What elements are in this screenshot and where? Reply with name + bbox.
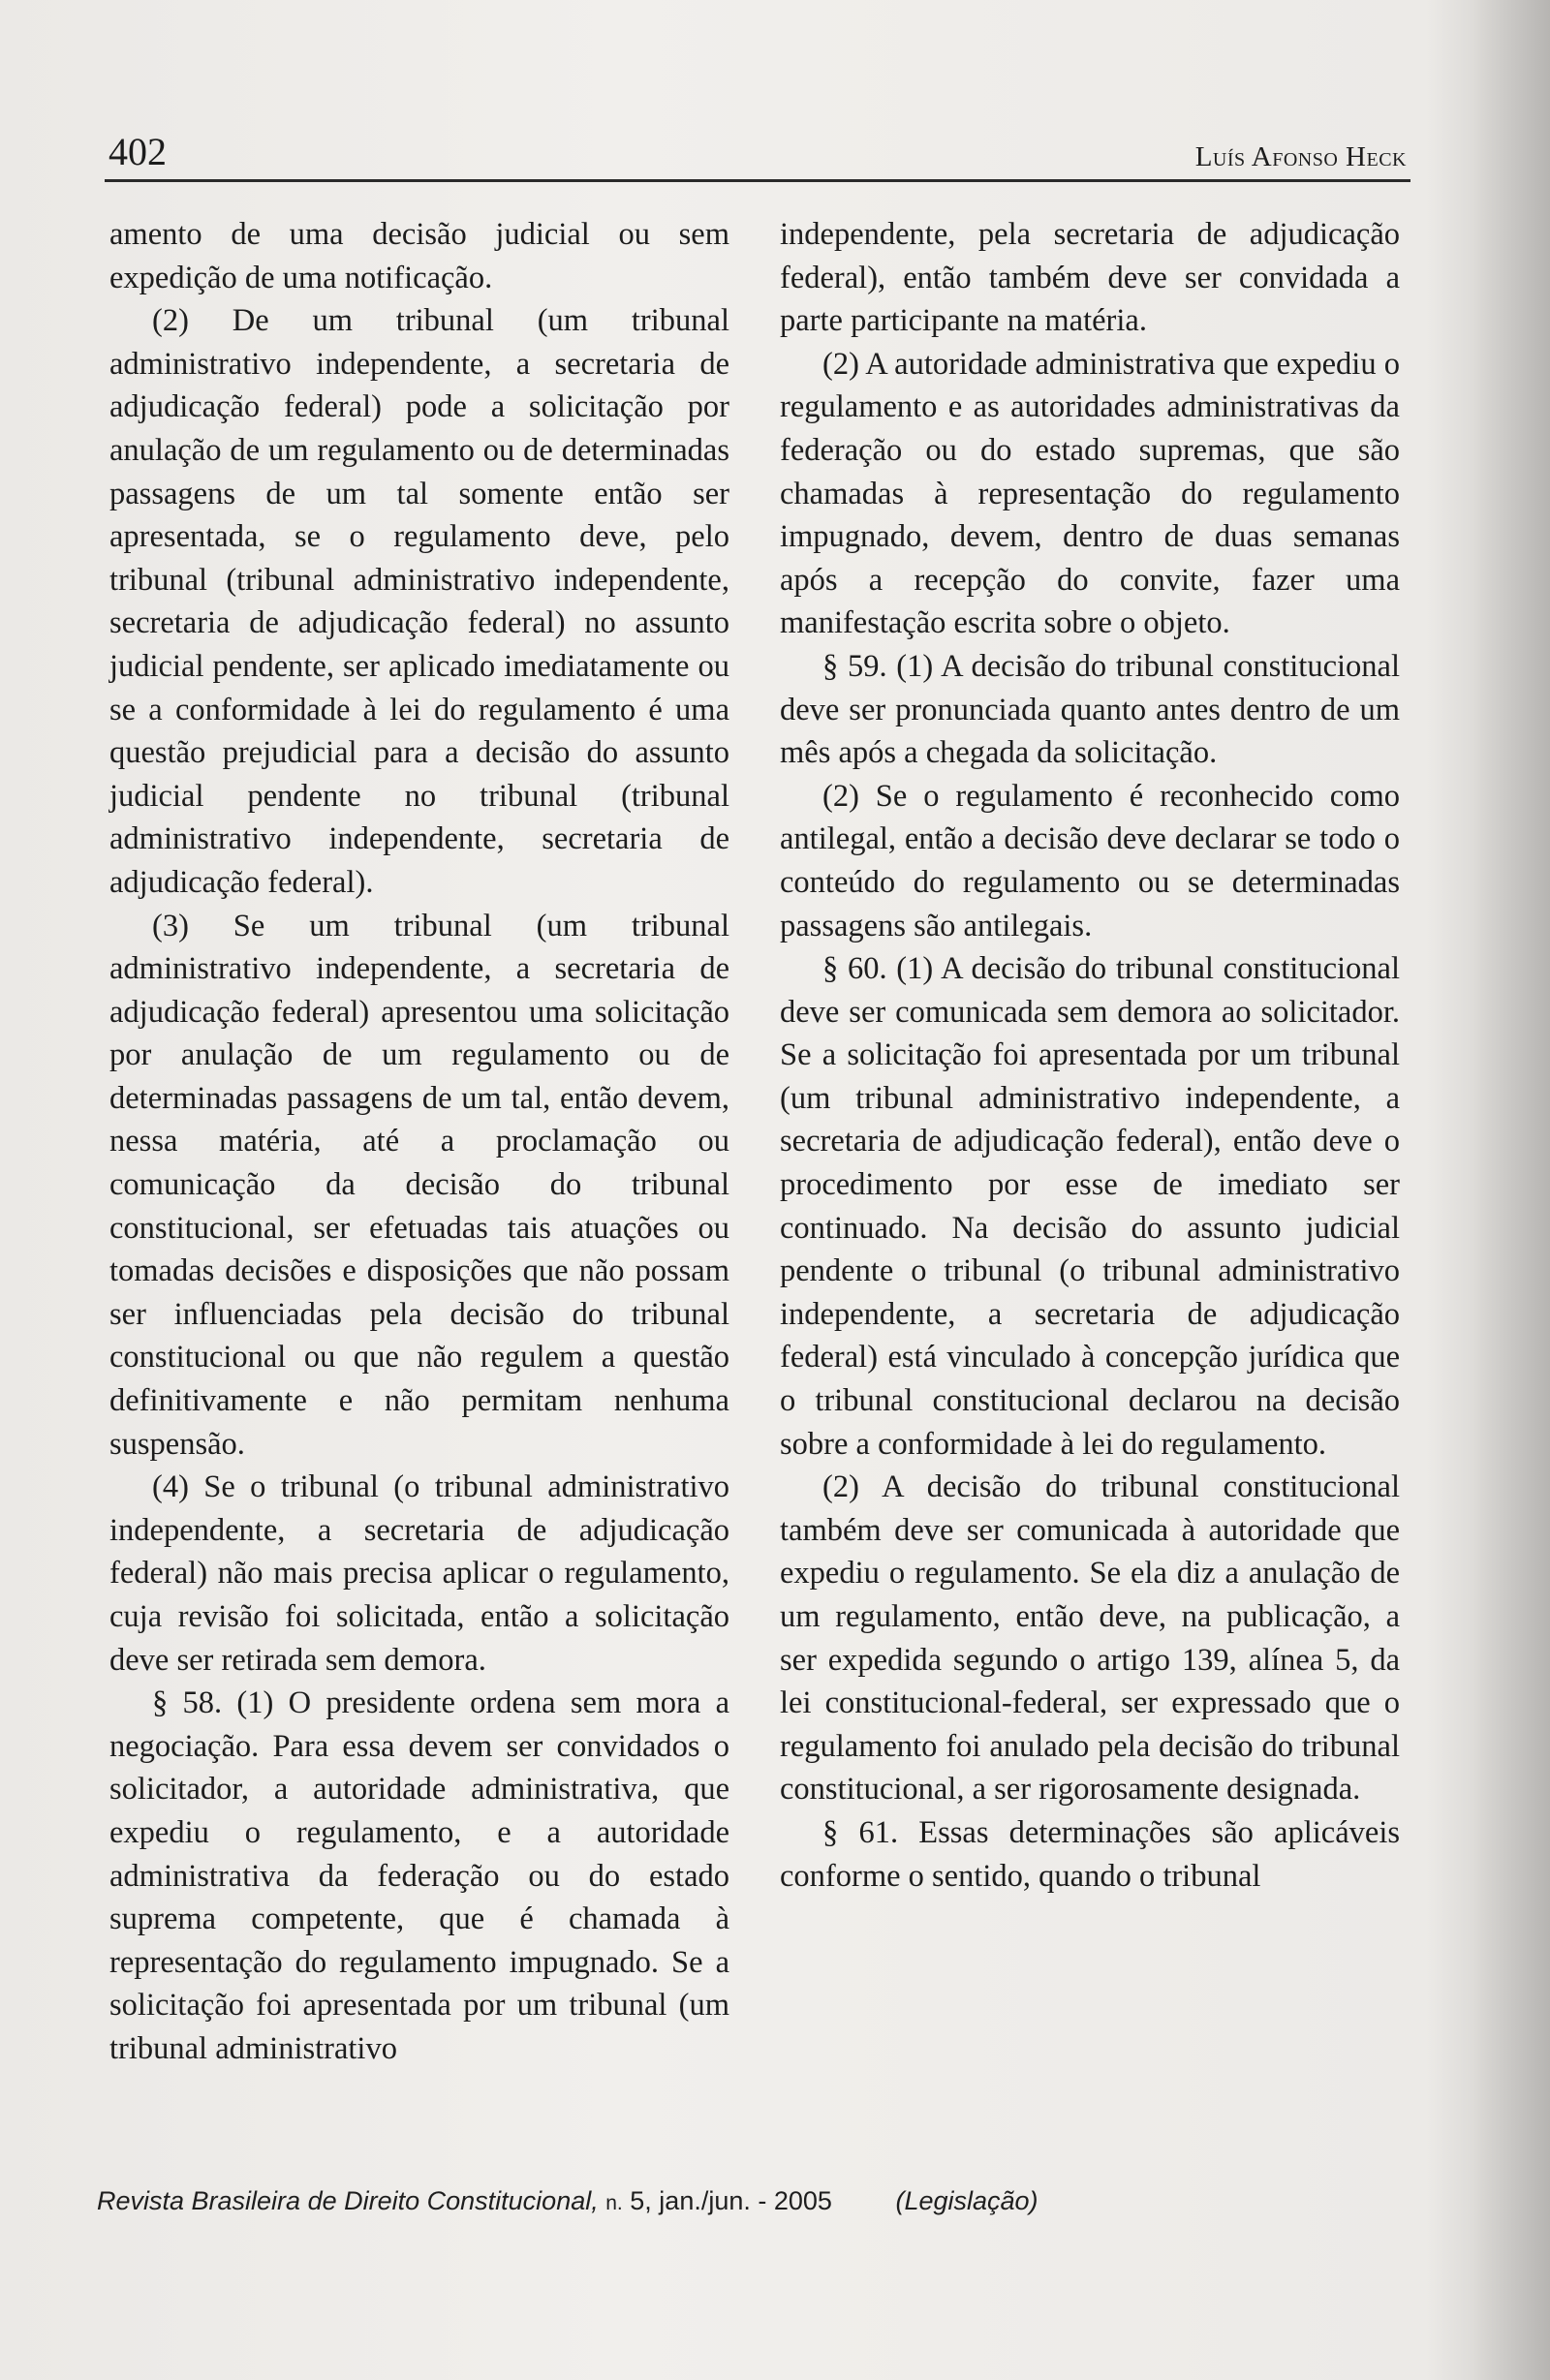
paragraph: (3) Se um tribunal (um tribunal administrativo independente, a secretaria de adjudicação federal) apresentou uma solicitação por anulação de um regulamento ou de determinadas passagens de um tal, então devem, nessa matéria, até a proclamação ou comunicação da decisão do tribunal constitucional, ser efetuadas tais atuações ou tomadas decisões e disposições que não possam ser influenciadas pela decisão do tribunal constitucional ou que não regulem a questão definitivamente e não permitam nenhuma suspensão. xyxy=(109,908,729,1462)
paragraph: (2) A decisão do tribunal constitucional também deve ser comunicada à autoridade que expediu o regulamento. Se ela diz a anulação de um regulamento, então deve, na publicação, a ser expedida segundo o artigo 139, alínea 5, da lei constitucional-federal, ser expressado que o regulamento foi anulado pela decisão do tribunal constitucional, a ser rigorosamente designada. xyxy=(780,1469,1400,1808)
page-header xyxy=(108,126,1407,184)
paragraph: § 59. (1) A decisão do tribunal constitucional deve ser pronunciada quanto antes dentro de um mês após a chegada da solicitação. xyxy=(780,648,1400,771)
paragraph: § 58. (1) O presidente ordena sem mora a negociação. Para essa devem ser convidados o solicitador, a autoridade administrativa, que expediu o regulamento, e a autoridade administrativa da federação ou do estado suprema competente, que é chamada à representação do regulamento impugnado. Se a solicitação foi apresentada por um tribunal (um tribunal administrativo xyxy=(109,1685,729,2066)
paragraph: (4) Se o tribunal (o tribunal administrativo independente, a secretaria de adjudicação federal) não mais precisa aplicar o regulamento, cuja revisão foi solicitada, então a solicitação deve ser retirada sem demora. xyxy=(109,1469,729,1678)
paragraph: independente, pela secretaria de adjudicação federal), então também deve ser convidada a parte participante na matéria. xyxy=(780,217,1400,339)
footer-section: (Legislação) xyxy=(895,2186,1038,2215)
paragraph: (2) A autoridade administrativa que expediu o regulamento e as autoridades administrativas da federação ou do estado supremas, que são chamadas à representação do regulamento impugnado, devem, dentro de duas semanas após a recepção do convite, fazer uma manifestação escrita sobre o objeto. xyxy=(780,346,1400,641)
right-column xyxy=(780,213,1400,1898)
page-edge-shadow xyxy=(1472,0,1550,2380)
paragraph: § 60. (1) A decisão do tribunal constitucional deve ser comunicada sem demora ao solicitador. Se a solicitação foi apresentada por um tribunal (um tribunal administrativo independente, a secretaria de adjudicação federal), então deve o procedimento por esse de imediato ser continuado. Na decisão do assunto judicial pendente o tribunal (o tribunal administrativo independente, a secretaria de adjudicação federal) está vinculado à concepção jurídica que o tribunal constitucional declarou na decisão sobre a conformidade à lei do regulamento. xyxy=(780,951,1400,1462)
left-column xyxy=(109,213,729,2071)
page-number: 402 xyxy=(108,130,167,173)
footer-issue-date: 5, jan./jun. - 2005 xyxy=(630,2186,832,2215)
paragraph: (2) De um tribunal (um tribunal administrativo independente, a secretaria de adjudicação federal) pode a solicitação por anulação de um regulamento ou de determinadas passagens de um tal somente então ser apresentada, se o regulamento deve, pelo tribunal (tribunal administrativo independente, secretaria de adjudicação federal) no assunto judicial pendente, ser aplicado imediatamente ou se a conformidade à lei do regulamento é uma questão prejudicial para a decisão do assunto judicial pendente no tribunal (tribunal administrativo independente, secretaria de adjudicação federal). xyxy=(109,303,729,900)
header-rule xyxy=(105,179,1410,182)
paragraph: (2) Se o regulamento é reconhecido como antilegal, então a decisão deve declarar se todo o conteúdo do regulamento ou se determinadas passagens são antilegais. xyxy=(780,778,1400,943)
footer-issue-abbrev: n. xyxy=(605,2192,623,2214)
footer-journal-title: Revista Brasileira de Direito Constitucional, xyxy=(97,2186,599,2215)
paragraph: § 61. Essas determinações são aplicáveis conforme o sentido, quando o tribunal xyxy=(780,1814,1400,1894)
paragraph: amento de uma decisão judicial ou sem expedição de uma notificação. xyxy=(109,217,729,295)
running-head-author: Luís Afonso Heck xyxy=(1194,141,1407,172)
page-footer xyxy=(97,2181,1453,2223)
